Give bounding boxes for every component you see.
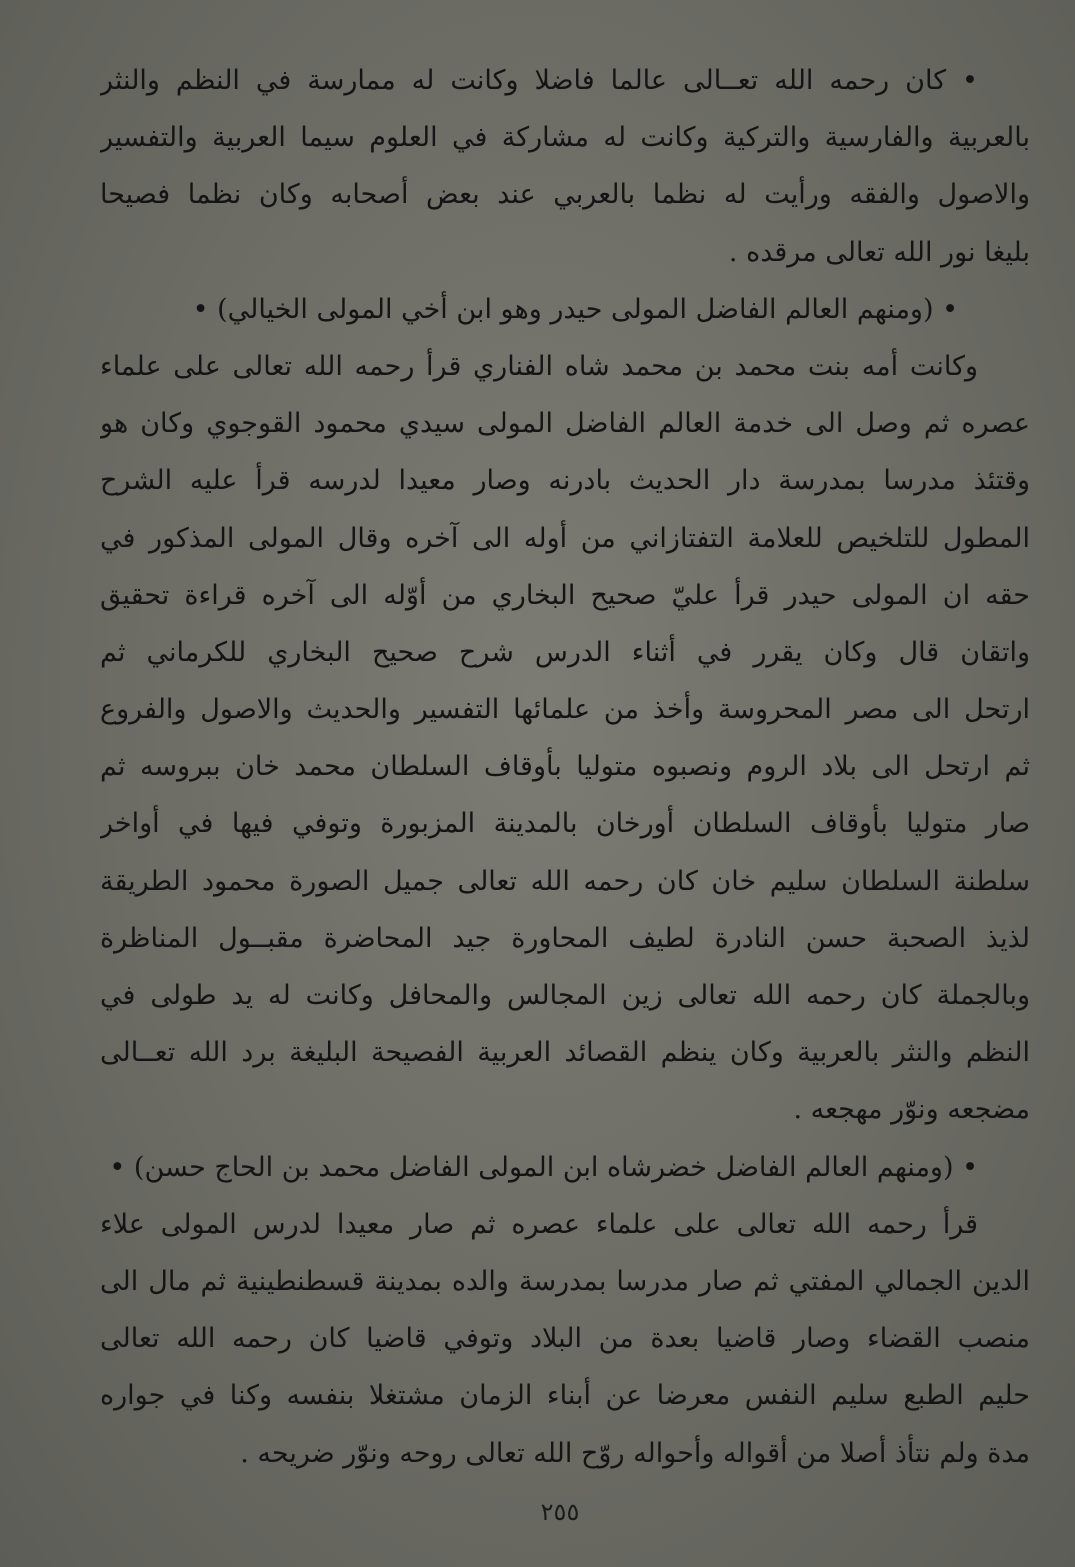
text-line: بليغا نور الله تعالى مرقده . — [728, 236, 1030, 268]
text-line: عصره ثم وصل الى خدمة العالم الفاضل المولى سيدي محمود القوجوي وكان هو — [100, 408, 1030, 440]
text-line: حليم الطبع سليم النفس معرضا عن أبناء الزمان مشتغلا بنفسه وكنا في جواره — [100, 1380, 1030, 1412]
text-line: والاصول والفقه ورأيت له نظما بالعربي عند بعض أصحابه وكان نظما فصيحا — [100, 179, 1030, 211]
text-line: النظم والنثر بالعربية وكان ينظم القصائد العربية الفصيحة البليغة برد الله تعــالى — [100, 1037, 1030, 1069]
text-line: الدين الجمالي المفتي ثم صار مدرسا بمدرسة والده بمدينة قسطنطينية ثم مال الى — [100, 1265, 1030, 1297]
text-line: صار متوليا بأوقاف السلطان أورخان بالمدينة المزبورة وتوفي فيها في أواخر — [100, 808, 1030, 840]
text-line: منصب القضاء وصار قاضيا بعدة من البلاد وتوفي قاضيا كان رحمه الله تعالى — [100, 1323, 1030, 1355]
text-line: قرأ رحمه الله تعالى على علماء عصره ثم صار معيدا لدرس المولى علاء — [100, 1208, 978, 1240]
section-heading: • (ومنهم العالم الفاضل خضرشاه ابن المولى الفاضل محمد بن الحاج حسن) • — [109, 1151, 978, 1183]
text-line: واتقان قال وكان يقرر في أثناء الدرس شرح صحيح البخاري للكرماني ثم — [100, 636, 1030, 668]
text-line: لذيذ الصحبة حسن النادرة لطيف المحاورة جيد المحاضرة مقبــول المناظرة — [100, 922, 1030, 954]
text-line: مدة ولم نتأذ أصلا من أقواله وأحواله روّح الله تعالى روحه ونوّر ضريحه . — [240, 1437, 1030, 1469]
text-line: المطول للتلخيص للعلامة التفتازاني من أوله الى آخره وقال المولى المذكور في — [100, 522, 1030, 554]
text-line: بالعربية والفارسية والتركية وكانت له مشاركة في العلوم سيما العربية والتفسير — [100, 122, 1030, 154]
text-line: ثم ارتحل الى بلاد الروم ونصبوه متوليا بأوقاف السلطان محمد خان ببروسه ثم — [100, 751, 1030, 783]
text-line: • كان رحمه الله تعــالى عالما فاضلا وكانت له ممارسة في النظم والنثر — [100, 65, 978, 96]
text-line: سلطنة السلطان سليم خان كان رحمه الله تعالى جميل الصورة محمود الطريقة — [100, 865, 1030, 897]
page-number: ٢٥٥ — [540, 1498, 580, 1526]
text-line: ارتحل الى مصر المحروسة وأخذ من علمائها التفسير والحديث والاصول والفروع — [100, 694, 1030, 726]
text-line: مضجعه ونوّر مهجعه . — [793, 1094, 1030, 1126]
text-line: وكانت أمه بنت محمد بن محمد شاه الفناري قرأ رحمه الله تعالى على علماء — [100, 350, 978, 382]
text-line: وبالجملة كان رحمه الله تعالى زين المجالس والمحافل وكانت له يد طولى في — [100, 980, 1030, 1011]
text-line: حقه ان المولى حيدر قرأ عليّ صحيح البخاري من أوّله الى آخره قراءة تحقيق — [100, 579, 1030, 611]
page-text — [100, 52, 1030, 1482]
text-line: وقتئذ مدرسا بمدرسة دار الحديث بادرنه وصار معيدا لدرسه قرأ عليه الشرح — [100, 465, 1030, 497]
section-heading: • (ومنهم العالم الفاضل المولى حيدر وهو ابن أخي المولى الخيالي) • — [192, 293, 958, 325]
